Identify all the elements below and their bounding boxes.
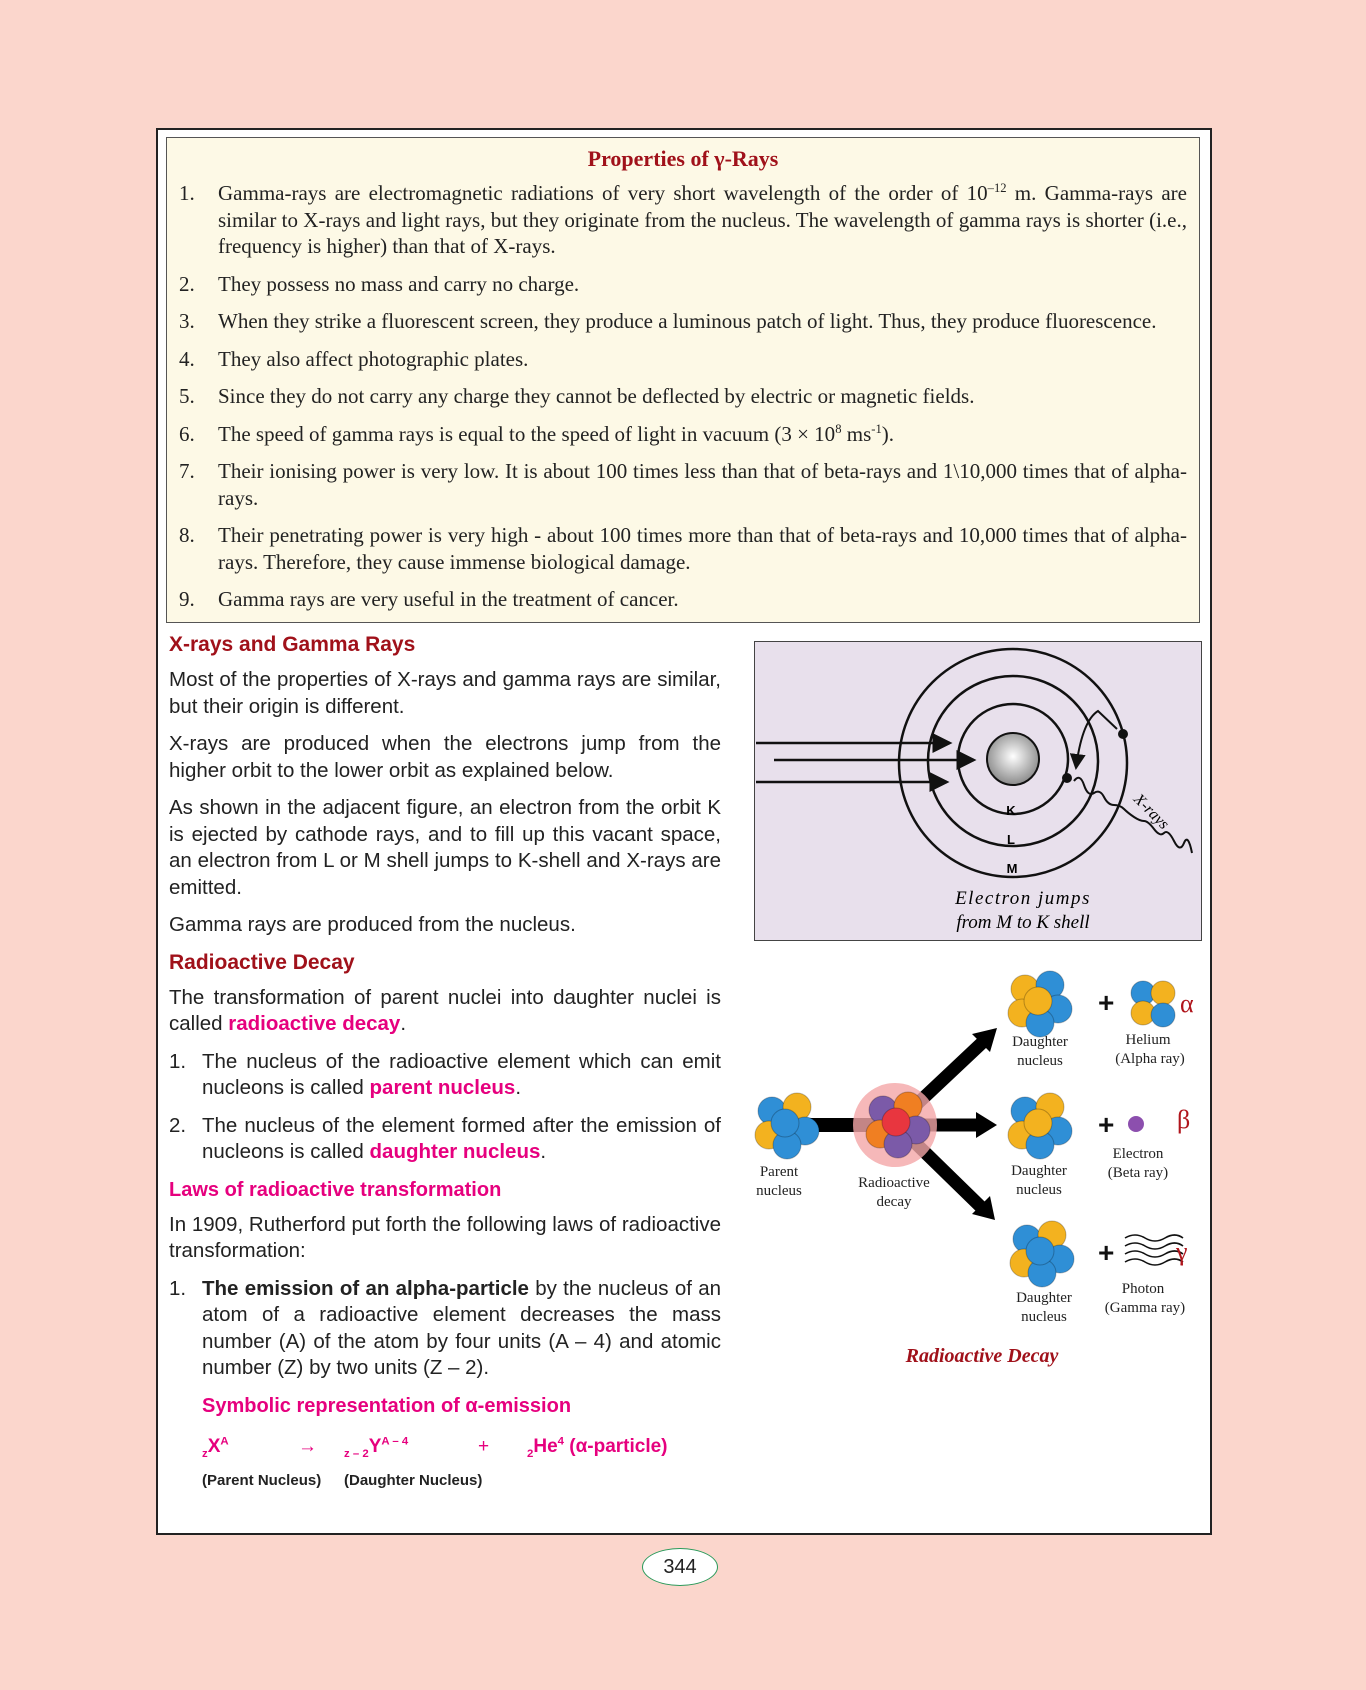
gamma-properties-title: Properties of γ-Rays — [587, 146, 779, 171]
left-column — [169, 632, 721, 1498]
decay-label: decay — [876, 1194, 912, 1210]
term-daughter-nucleus: daughter nucleus — [369, 1140, 541, 1163]
parent-label: Parent — [759, 1164, 799, 1180]
list-item: 4. They also affect photographic plates. — [179, 346, 529, 371]
list-item: 2. They possess no mass and carry no charge. — [179, 271, 580, 296]
radioactive-decay-figure — [750, 970, 1210, 1370]
atom-diagram — [755, 642, 1201, 940]
decay-diagram — [750, 970, 1210, 1370]
daughter-nucleus-label: (Daughter Nucleus) — [344, 1471, 483, 1489]
equation-labels — [202, 1468, 721, 1498]
helium-label: Helium — [1125, 1032, 1171, 1048]
list-item: 8. Their penetrating power is very high - about 100 times more than that of beta-rays and 10,000 times that of alpha-rays. Therefore, they cause immense biological damage. — [179, 523, 1187, 574]
nucleon — [1151, 1003, 1175, 1027]
electron-label: (Beta ray) — [1107, 1165, 1169, 1181]
alpha-emission-equation: $_zX^A$ → $_{z - 2}Y^{A - 4}$ + $_2He^4$ (α-particle) — [202, 1435, 668, 1460]
daughter-label: nucleus — [1017, 1053, 1063, 1069]
paragraph: Gamma rays are produced from the nucleus. — [169, 913, 576, 936]
parent-nucleus-label: (Parent Nucleus) — [202, 1471, 322, 1489]
decay-label: Radioactive — [858, 1175, 930, 1191]
alpha-symbol: α — [1180, 989, 1194, 1018]
laws-heading: Laws of radioactive transformation — [169, 1178, 502, 1201]
nucleus — [987, 733, 1039, 785]
arrowhead — [976, 1112, 997, 1138]
list-item: 9. Gamma rays are very useful in the treatment of cancer. — [179, 587, 679, 611]
daughter-label: nucleus — [1016, 1182, 1062, 1198]
shell-label-m: M — [1006, 861, 1018, 876]
gamma-symbol: γ — [1176, 1237, 1188, 1266]
daughter-label: Daughter — [1012, 1034, 1068, 1050]
plus-sign: + — [1098, 1109, 1115, 1140]
shell-label-k: K — [1006, 803, 1016, 818]
term-radioactive-decay: radioactive decay — [228, 1012, 401, 1035]
electron-label: Electron — [1112, 1146, 1164, 1162]
list-item: 7. Their ionising power is very low. It is about 100 times less than that of beta-rays and 1\10,000 times that of alpha-rays. — [179, 459, 1187, 510]
xrays-label: X-rays — [1130, 790, 1173, 833]
nucleon — [1024, 1109, 1052, 1137]
plus-sign: + — [1098, 1237, 1115, 1268]
paragraph: The transformation of parent nuclei into daughter nuclei is called radioactive decay. — [169, 985, 721, 1035]
gamma-properties-list — [167, 180, 1199, 613]
list-item: 6. The speed of gamma rays is equal to the speed of light in vacuum ($3 \times 10^8$ $ms^{-1}$). — [179, 421, 894, 446]
list-item: 1. The emission of an alpha-particle by the nucleus of an atom of a radioactive element decreases the mass number (A) of the atom by four units (A – 4) and atomic number (Z) by two units (Z – 2). — [169, 1276, 721, 1379]
electron-jump-figure — [754, 641, 1202, 941]
caption-line1: Electron jumps — [955, 888, 1091, 909]
electron-particle — [1128, 1116, 1144, 1132]
electron-dot — [1118, 729, 1128, 739]
daughter-label: Daughter — [1016, 1290, 1072, 1306]
photon-label: Photon — [1121, 1281, 1165, 1297]
paragraph: In 1909, Rutherford put forth the following laws of radioactive transformation: — [169, 1212, 721, 1262]
parent-label: nucleus — [756, 1183, 802, 1199]
caption-line2: from M to K shell — [956, 912, 1090, 933]
daughter-label: Daughter — [1011, 1163, 1067, 1179]
nucleon — [882, 1108, 910, 1136]
nucleon — [1024, 987, 1052, 1015]
list-item: 3. When they strike a fluorescent screen, they produce a luminous patch of light. Thus, they produce fluorescence. — [179, 309, 1157, 333]
paragraph: As shown in the adjacent figure, an electron from the orbit K is ejected by cathode rays, and to fill up this vacant space, an electron from L or M shell jumps to K-shell and X-rays are emitted. — [169, 796, 721, 899]
photon-label: (Gamma ray) — [1104, 1300, 1186, 1316]
plus-sign: + — [1098, 987, 1115, 1018]
nucleon — [1026, 1237, 1054, 1265]
gamma-properties-box — [166, 137, 1200, 623]
paragraph: X-rays are produced when the electrons jump from the higher orbit to the lower orbit as explained below. — [169, 732, 721, 782]
photon-waves-icon — [1125, 1235, 1183, 1265]
helium-label: (Alpha ray) — [1115, 1051, 1185, 1067]
page-number: 344 — [642, 1548, 718, 1586]
nucleon — [1151, 981, 1175, 1005]
list-item: 2. The nucleus of the element formed after the emission of nucleons is called daughter nucleus. — [169, 1113, 721, 1163]
list-item: 5. Since they do not carry any charge they cannot be deflected by electric or magnetic fields. — [179, 384, 975, 408]
paragraph: Most of the properties of X-rays and gamma rays are similar, but their origin is different. — [169, 668, 721, 718]
xray-wave — [1074, 778, 1192, 853]
list-item: 1. The nucleus of the radioactive element which can emit nucleons is called parent nucleus. — [169, 1049, 721, 1099]
decay-figure-caption: Radioactive Decay — [905, 1345, 1059, 1367]
electron-dot — [1062, 773, 1072, 783]
symbolic-heading: Symbolic representation of α-emission — [202, 1394, 572, 1417]
xrays-heading: X-rays and Gamma Rays — [169, 633, 416, 656]
nucleon — [771, 1109, 799, 1137]
beta-symbol: β — [1177, 1105, 1191, 1134]
list-item: 1. Gamma-rays are electromagnetic radiations of very short wavelength of the order of $10^{-12}$ m. Gamma-rays are similar to X-rays and light rays, but they originate from the nucleus. The wavelength of gamma rays is shorter (i.e., frequency is higher) than that of X-rays. — [179, 181, 1187, 258]
shell-label-l: L — [1007, 832, 1015, 847]
radioactive-decay-heading: Radioactive Decay — [169, 950, 355, 974]
term-parent-nucleus: parent nucleus — [369, 1076, 516, 1099]
daughter-label: nucleus — [1021, 1309, 1067, 1325]
